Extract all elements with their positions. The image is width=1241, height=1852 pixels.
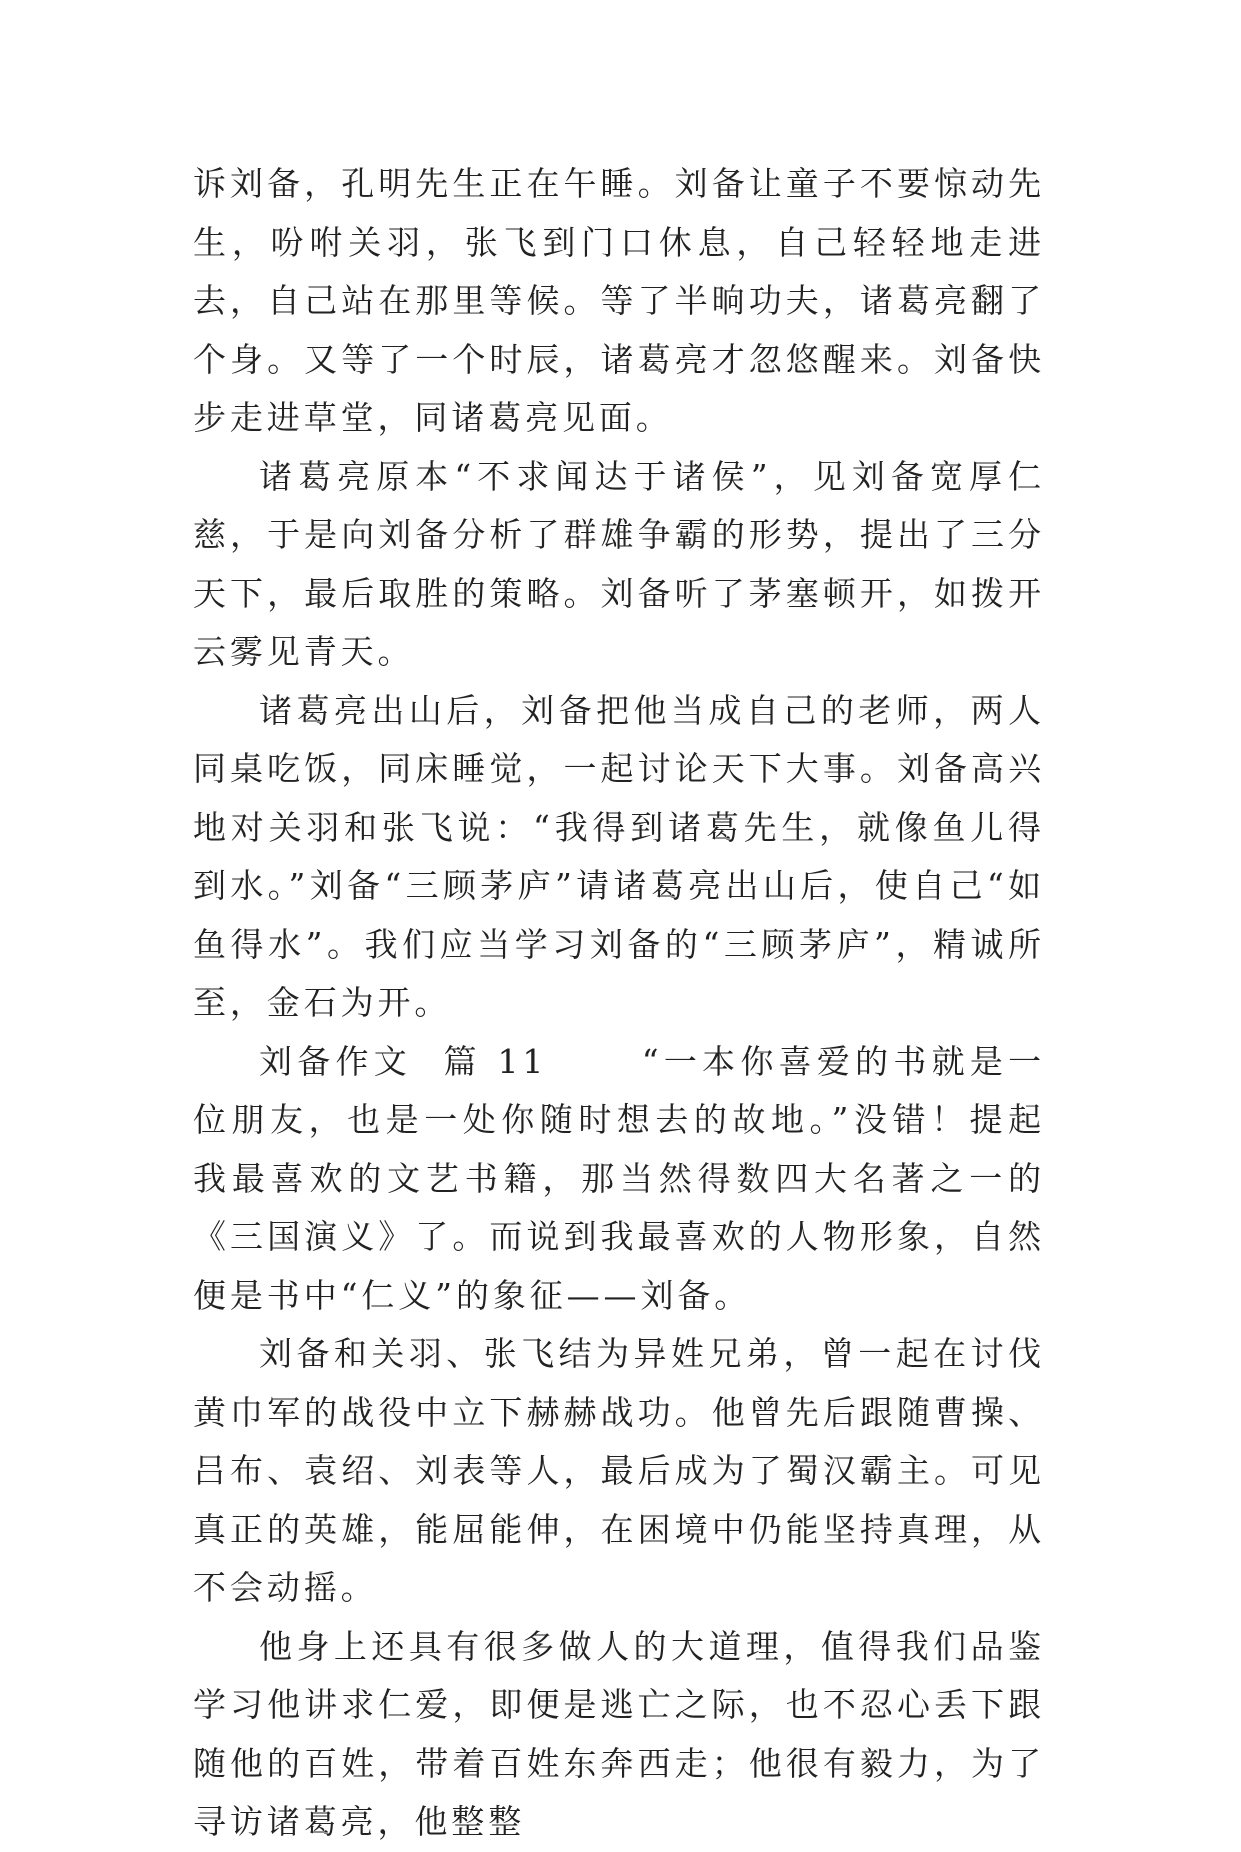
section-paragraph-1-text: “一本你喜爱的书就是一位朋友，也是一处你随时想去的故地。”没错！提起我最喜欢的文艺书籍，那当然得数四大名著之一的《三国演义》了。而说到我最喜欢的人物形象，自然便是书中“仁义”的象征——刘备。 xyxy=(193,1041,1045,1315)
paragraph-2: 诸葛亮原本“不求闻达于诸侯”，见刘备宽厚仁慈，于是向刘备分析了群雄争霸的形势，提出了三分天下，最后取胜的策略。刘备听了茅塞顿开，如拨开云雾见青天。 xyxy=(193,456,1045,671)
section-paragraph-1 xyxy=(193,1033,1045,1326)
paragraph-3: 诸葛亮出山后，刘备把他当成自己的老师，两人同桌吃饭，同床睡觉，一起讨论天下大事。刘备高兴地对关羽和张飞说：“我得到诸葛先生，就像鱼儿得到水。”刘备“三顾茅庐”请诸葛亮出山后，使自己“如鱼得水”。我们应当学习刘备的“三顾茅庐”，精诚所至，金石为开。 xyxy=(193,690,1045,1022)
section-paragraph-3: 他身上还具有很多做人的大道理，值得我们品鉴学习他讲求仁爱，即便是逃亡之际，也不忍心丢下跟随他的百姓，带着百姓东奔西走；他很有毅力，为了寻访诸葛亮，他整整 xyxy=(193,1626,1045,1841)
section-heading: 刘备作文 篇 11 xyxy=(259,1041,548,1081)
paragraph-1: 诉刘备，孔明先生正在午睡。刘备让童子不要惊动先生，吩咐关羽，张飞到门口休息，自己轻轻地走进去，自己站在那里等候。等了半晌功夫，诸葛亮翻了个身。又等了一个时辰，诸葛亮才忽悠醒来。刘备快步走进草堂，同诸葛亮见面。 xyxy=(193,164,1045,437)
document-body xyxy=(193,155,1045,1852)
section-paragraph-2: 刘备和关羽、张飞结为异姓兄弟，曾一起在讨伐黄巾军的战役中立下赫赫战功。他曾先后跟随曹操、吕布、袁绍、刘表等人，最后成为了蜀汉霸主。可见真正的英雄，能屈能伸，在困境中仍能坚持真理，从不会动摇。 xyxy=(193,1334,1045,1607)
